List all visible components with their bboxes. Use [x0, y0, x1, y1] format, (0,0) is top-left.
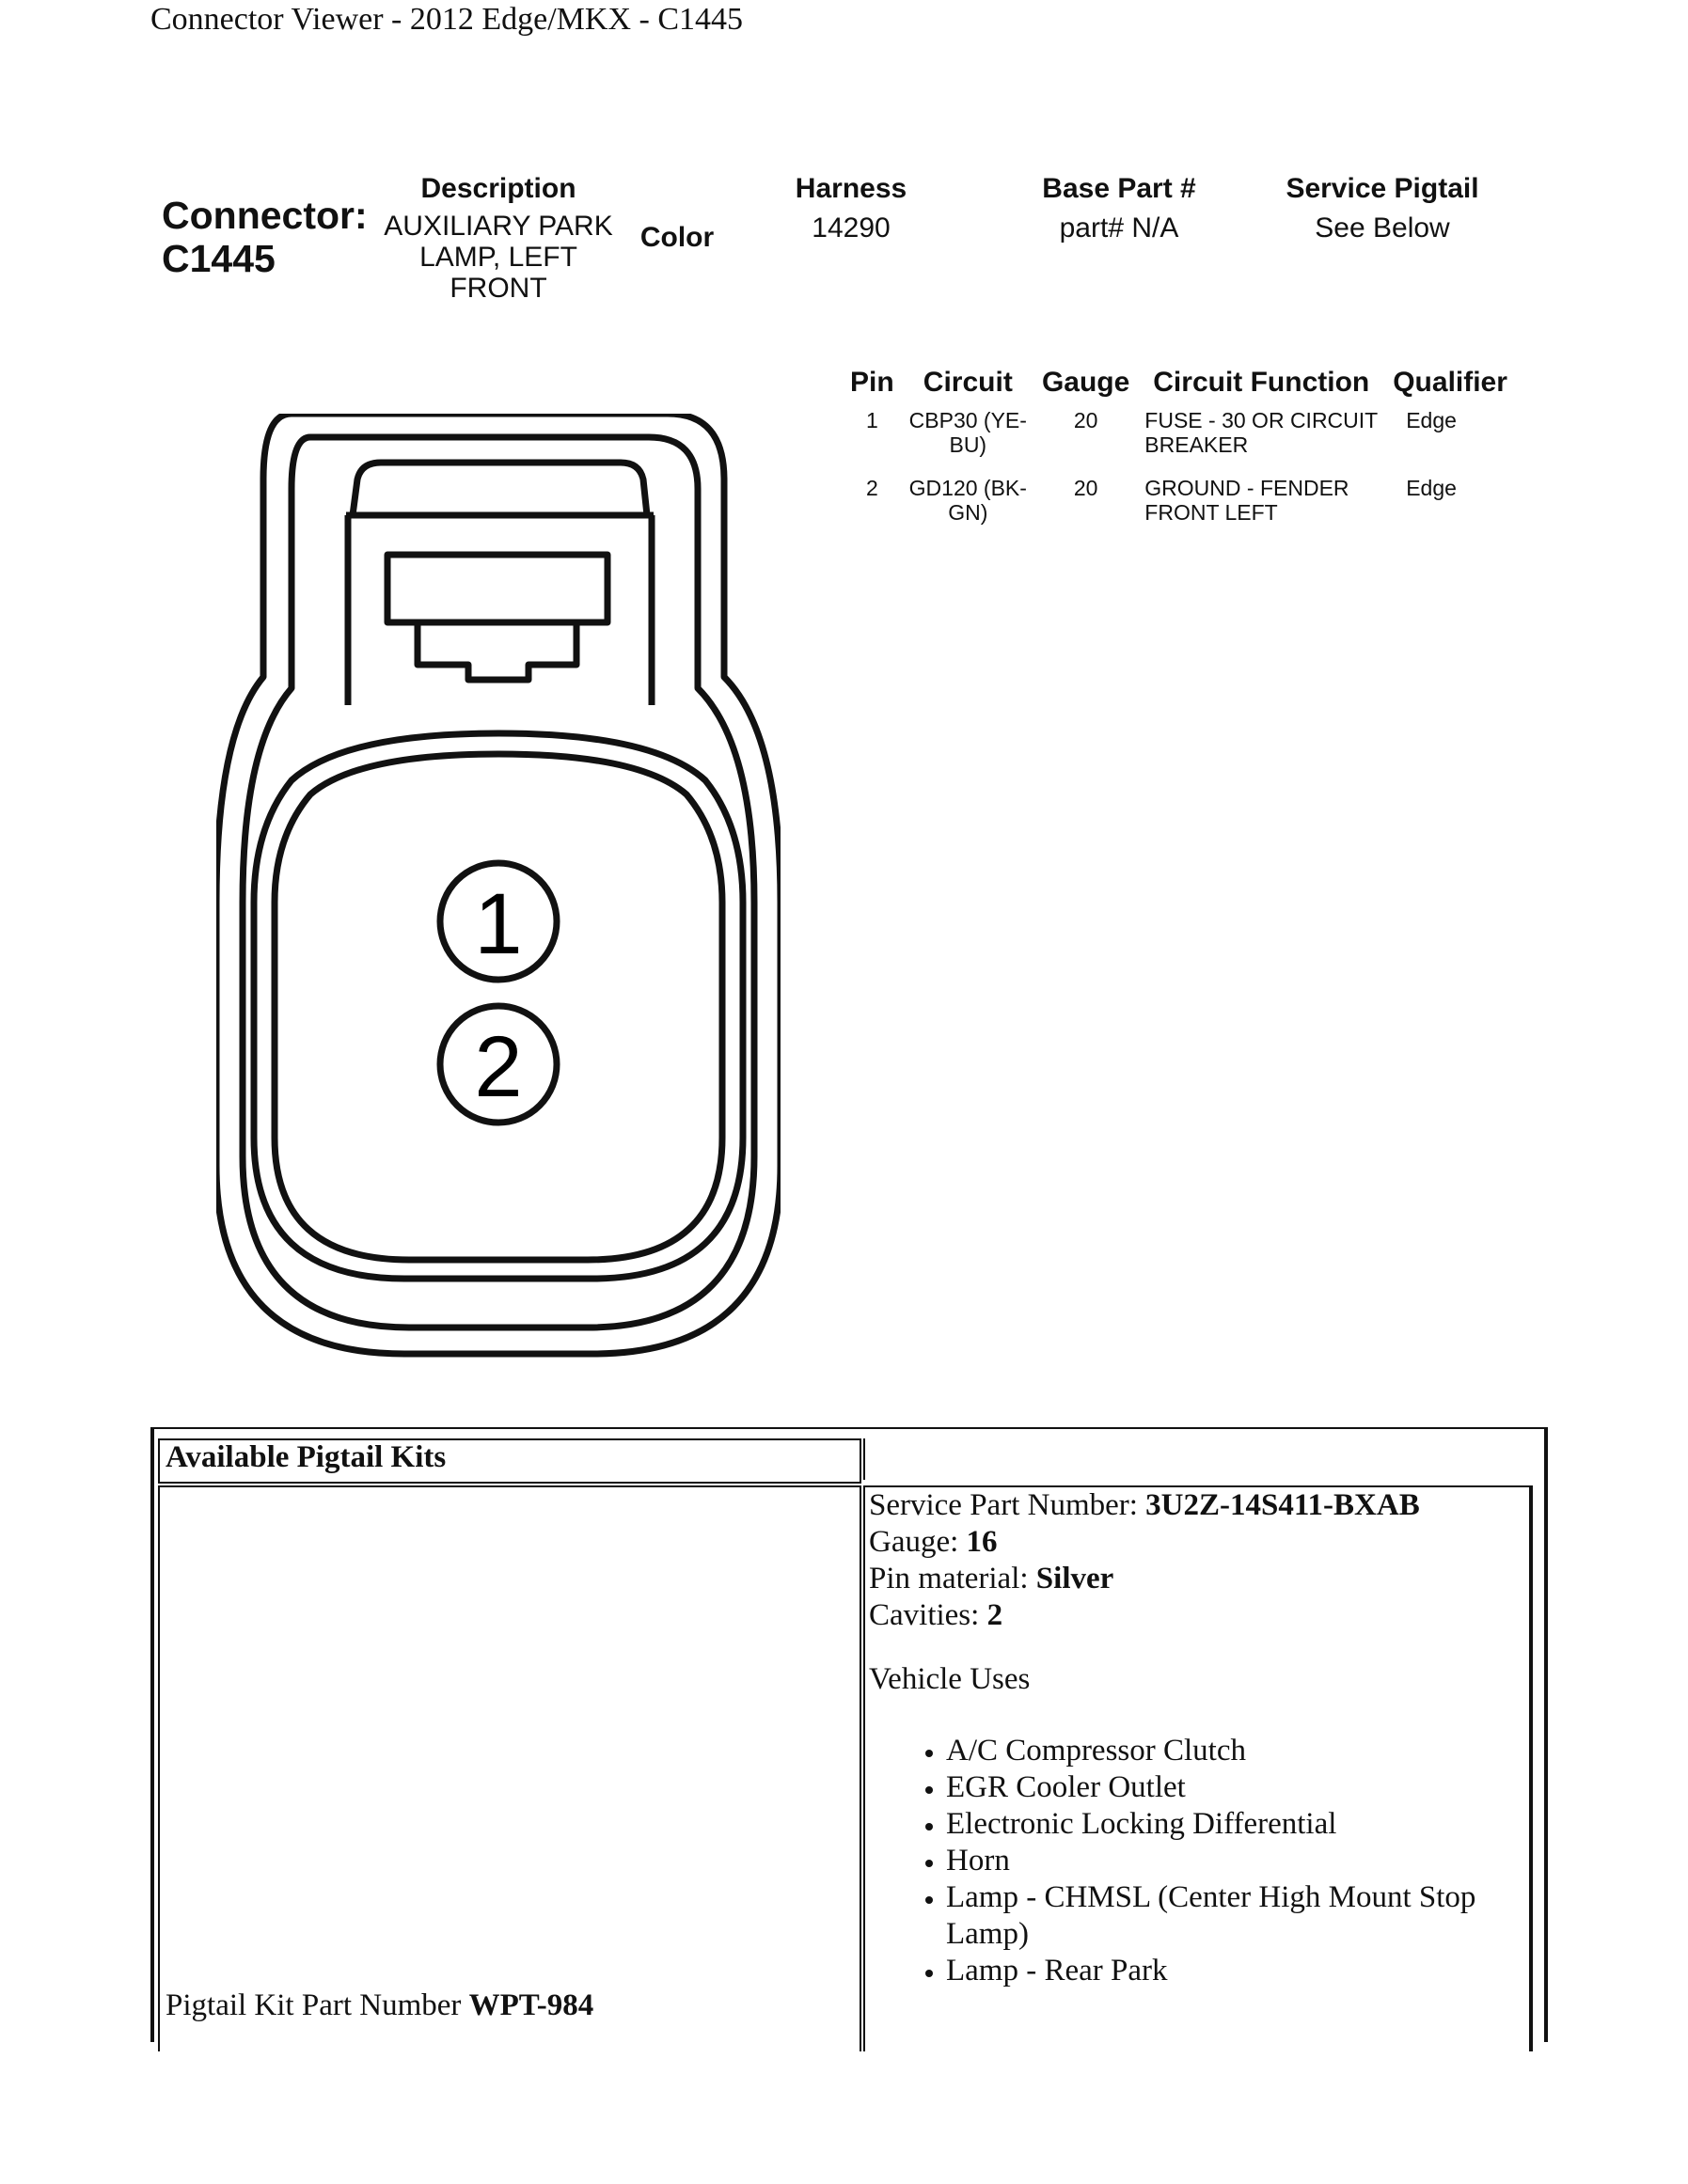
list-item: • Horn: [946, 1843, 1529, 1879]
kit-part-value: WPT-984: [468, 1988, 594, 2022]
cavities-label: Cavities:: [869, 1598, 987, 1632]
circuit-line: CBP30 (YE-: [908, 408, 1027, 432]
service-part-number: [865, 1487, 1529, 1524]
base-part-header: Base Part #: [1042, 173, 1196, 204]
gauge-spec: [865, 1524, 1529, 1561]
pigtail-kit-left-cell: [158, 1485, 861, 2051]
circuit-cell: [902, 474, 1034, 542]
pin-column-header: Pin: [850, 367, 894, 398]
vehicle-uses-list: [865, 1733, 1529, 1989]
harness-value: 14290: [812, 212, 891, 244]
gauge-column-header: Gauge: [1041, 367, 1130, 398]
circuit-column-header: Circuit: [923, 367, 1013, 398]
vehicle-uses-title: Vehicle Uses: [869, 1662, 1031, 1696]
pin-1-label: 1: [474, 876, 523, 972]
list-item: • Lamp - Rear Park: [946, 1953, 1529, 1989]
pin-number: 1: [865, 408, 878, 432]
qualifier-cell: Edge: [1406, 476, 1457, 500]
pin-table-header-row: [843, 367, 1515, 406]
description-line: AUXILIARY PARK: [384, 211, 613, 242]
list-item: • A/C Compressor Clutch: [946, 1733, 1529, 1769]
circuit-function-column-header: Circuit Function: [1153, 367, 1370, 398]
gauge-value: 16: [966, 1525, 998, 1559]
gauge-label: Gauge:: [869, 1525, 967, 1559]
description-value: [376, 211, 621, 304]
function-cell: [1137, 406, 1385, 474]
kit-part-label: Pigtail Kit Part Number: [166, 1988, 469, 2022]
list-item: • Electronic Locking Differential: [946, 1806, 1529, 1843]
table-row: [843, 474, 1515, 542]
service-pigtail-header: Service Pigtail: [1286, 173, 1479, 204]
pigtail-kits-title-cell: [158, 1438, 861, 1484]
circuit-cell: [902, 406, 1034, 474]
connector-face-diagram: [216, 414, 781, 1373]
connector-id: C1445: [162, 237, 276, 280]
service-part-value: 3U2Z-14S411-BXAB: [1145, 1488, 1420, 1522]
cavities-spec: [865, 1597, 1529, 1634]
base-part-value: part# N/A: [1059, 212, 1179, 244]
function-line: FRONT LEFT: [1144, 500, 1278, 525]
pigtail-kits-title: Available Pigtail Kits: [166, 1440, 447, 1474]
color-header: Color: [639, 222, 715, 253]
qualifier-cell: Edge: [1406, 408, 1457, 432]
latch-tab-outline: [387, 555, 607, 680]
pigtail-kits-title-spacer: [863, 1438, 1535, 1480]
pin-table: [843, 367, 1515, 542]
function-line: BREAKER: [1144, 432, 1249, 457]
service-pigtail-value: See Below: [1315, 212, 1450, 244]
function-cell: [1137, 474, 1385, 542]
description-header: Description: [420, 173, 576, 204]
function-line: GROUND - FENDER: [1144, 476, 1349, 500]
circuit-line: BU): [949, 432, 987, 457]
list-item: • Lamp - CHMSL (Center High Mount Stop Lamp): [946, 1879, 1529, 1953]
gauge-cell: 20: [1073, 476, 1098, 500]
connector-label: [162, 194, 368, 280]
pin-material-value: Silver: [1035, 1562, 1114, 1595]
cavities-value: 2: [986, 1598, 1003, 1632]
pin-2-label: 2: [474, 1019, 523, 1115]
pin-number: 2: [865, 476, 878, 500]
connector-label-line1: Connector:: [162, 194, 368, 237]
page-title: Connector Viewer - 2012 Edge/MKX - C1445: [150, 2, 743, 37]
pin-material-label: Pin material:: [869, 1562, 1036, 1595]
pin-material-spec: [865, 1561, 1529, 1597]
circuit-line: GN): [948, 500, 988, 525]
service-part-label: Service Part Number:: [869, 1488, 1146, 1522]
table-row: [843, 406, 1515, 474]
list-item: • EGR Cooler Outlet: [946, 1769, 1529, 1806]
latch-cap: [353, 463, 647, 515]
description-line: LAMP, LEFT: [419, 242, 577, 273]
pigtail-kit-details-cell: [863, 1485, 1533, 2051]
pigtail-kit-part-number: [166, 1988, 593, 2023]
pigtail-kits-box: [150, 1427, 1548, 2042]
function-line: FUSE - 30 OR CIRCUIT: [1144, 408, 1379, 432]
circuit-line: GD120 (BK-: [908, 476, 1027, 500]
description-line: FRONT: [450, 273, 547, 304]
qualifier-column-header: Qualifier: [1393, 367, 1507, 398]
harness-header: Harness: [795, 173, 907, 204]
gauge-cell: 20: [1073, 408, 1098, 432]
